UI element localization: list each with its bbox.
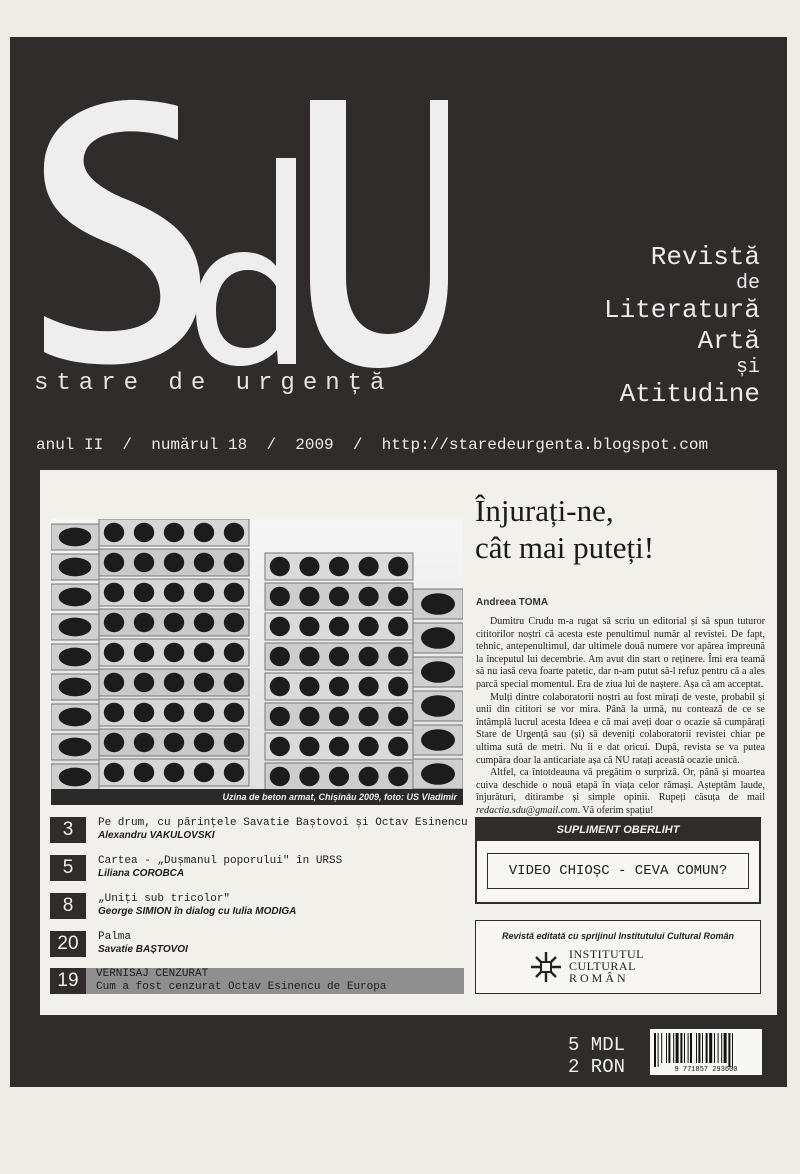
toc-title: Palma <box>98 931 132 943</box>
paragraph-text: Altfel, ca întotdeauna vă pregătim o surpriză. Or, până și moartea cuiva deschide o nouă etapă în viața celor rămași. Așteptăm laude, înjurături, ditirambe și simple opinii. Rupeți căsuța de mail <box>476 767 765 804</box>
editorial-text <box>476 616 765 818</box>
toc-page-number: 8 <box>50 893 86 919</box>
icr-logo-text <box>569 948 644 984</box>
email-link[interactable]: redactia.sdu@gmail.com <box>476 804 578 816</box>
headline-line: Înjurați-ne, <box>475 493 614 528</box>
editorial-paragraph: Mulți dintre colaboratorii noștri au fost mirați de veste, probabil și unii din cititori se vor mira. Până la urmă, nu contează de ce se întâmplă lucrul acesta Ideea e că mai aveți doar o ocazie să cumpărați Stare de Urgență sau (și) să deveniți colaboratorii revistei chiar pe ultima sută de metri. Nu îi e dat oricui. După, revista se va putea cumpăra doar la anticariate așa că NU ratați această ocazie unică. <box>476 691 765 766</box>
toc-author: Savatie BAȘTOVOI <box>98 944 188 955</box>
toc-page-number: 19 <box>50 968 86 994</box>
toc-author: Liliana COROBCA <box>98 868 185 879</box>
barcode <box>650 1029 762 1075</box>
toc-title: „Uniți sub tricolor" <box>98 893 231 905</box>
toc-page-number: 5 <box>50 855 86 881</box>
toc-item[interactable] <box>50 893 470 919</box>
toc-vernisaj-bar[interactable] <box>86 968 464 994</box>
toc-item[interactable] <box>50 855 470 881</box>
toc-item[interactable] <box>50 817 470 843</box>
subtitle-line: Atitudine <box>619 378 760 409</box>
toc-item[interactable] <box>50 931 470 957</box>
icr-text-line: ROMÂN <box>569 971 629 985</box>
editorial-author: Andreea TOMA <box>476 597 549 608</box>
toc-author: Cum a fost cenzurat Octav Esinencu de Europa <box>96 981 387 993</box>
editorial-headline <box>475 493 775 566</box>
toc-title: Cartea - „Dușmanul poporului" în URSS <box>98 855 343 867</box>
editorial-paragraph: Dumitru Crudu m-a rugat să scriu un editorial și să spun tuturor cititorilor noștri că acesta este penultimul număr al revistei. De fapt, tehnic, antepenultimul, dar ultimele două numere vor apărea împreună la începutul lui decembrie. Am avut din start o reținere. Îmi era teamă să nu iasă ceva foarte patetic, dar n-am putut să-l refuz pentru că a ales parcă special momentul. Era de ziua lui de naștere. Așa că am acceptat. <box>476 616 765 690</box>
toc-title: Pe drum, cu părințele Savatie Baștovoi și Octav Esinencu <box>98 817 468 829</box>
sponsor-box <box>475 920 761 994</box>
supplement-label: SUPLIMENT OBERLIHT <box>477 819 759 841</box>
subtitle-line: Artă <box>697 325 760 356</box>
barcode-bars-icon <box>650 1029 762 1067</box>
subtitle-line: Revistă <box>650 242 760 272</box>
price-ron: 2 RON <box>568 1056 626 1078</box>
subtitle-line: de <box>735 272 760 296</box>
toc-page-number: 3 <box>50 817 86 843</box>
tagline: stare de urgență <box>34 370 393 397</box>
toc-author: George SIMION în dialog cu Iulia MODIGA <box>98 906 297 917</box>
toc-title: VERNISAJ CENZURAT <box>96 968 209 980</box>
supplement-title: VIDEO CHIOȘC - CEVA COMUN? <box>487 853 749 889</box>
issue-info-text: anul II / numărul 18 / 2009 / http://staredeurgenta.blogspot.com <box>36 436 709 454</box>
sponsor-note: Revistă editată cu sprijinul Institutului Cultural Român <box>501 931 735 941</box>
photo-caption: Uzina de beton armat, Chișinău 2009, foto: US Vladimir <box>51 789 463 805</box>
headline-line: cât mai puteți! <box>475 529 655 565</box>
issue-info <box>36 436 708 454</box>
icr-text-line: INSTITUTUL <box>569 947 644 961</box>
concrete-blocks-photo <box>51 519 463 803</box>
price-mdl: 5 MDL <box>568 1034 626 1056</box>
icr-cross-icon <box>528 949 564 985</box>
sdu-logo <box>28 88 448 378</box>
toc-page-number: 20 <box>50 931 86 957</box>
price <box>568 1034 625 1078</box>
icr-text-line: CULTURAL <box>569 959 636 973</box>
toc-author: Alexandru VAKULOVSKI <box>98 830 215 841</box>
paragraph-text: . Vă oferim spațiu! <box>577 804 654 816</box>
magazine-subtitle <box>560 242 760 409</box>
editorial-paragraph <box>476 767 765 817</box>
barcode-number: 9 771857 293600 <box>674 1066 738 1074</box>
supplement-box[interactable] <box>475 817 761 904</box>
subtitle-line: și <box>735 355 760 379</box>
subtitle-line: Literatură <box>603 295 760 326</box>
